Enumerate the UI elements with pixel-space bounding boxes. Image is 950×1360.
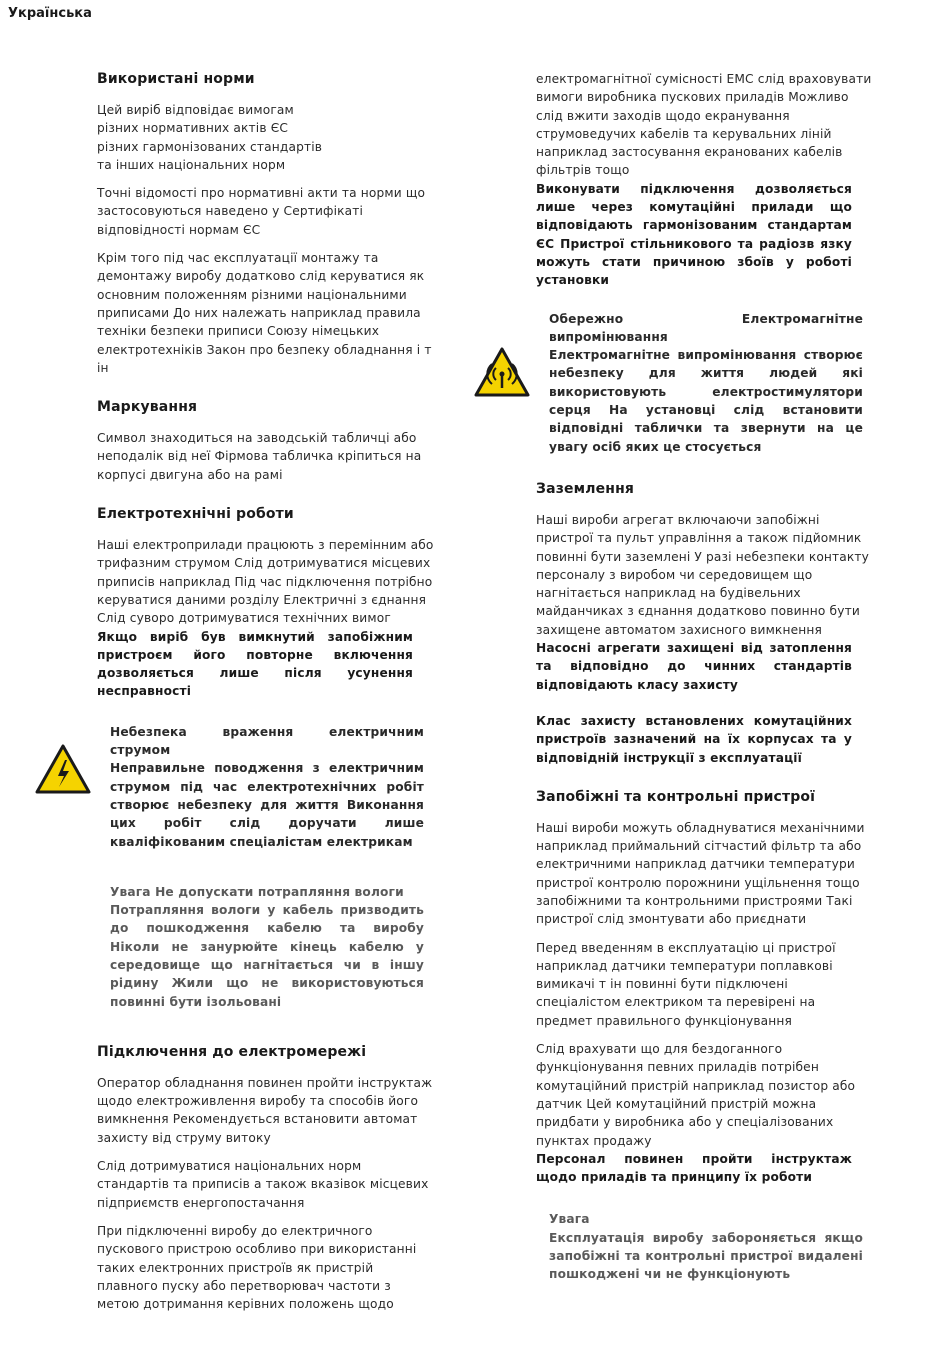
moisture-warning xyxy=(110,883,424,1011)
section-title-norms: Використані норми xyxy=(97,71,255,87)
paragraph: електромагнітної сумісності ЕМС слід враховувати вимоги виробника пускових приладів Можливо слід вжити заходів щодо екранування струмоведучих кабелів та керувальних ліній наприклад застосування екранованих кабелів фільтрів тощо xyxy=(536,72,872,178)
paragraph: Цей виріб відповідає вимогам різних нормативних актів ЄС різних гармонізованих стандартів та інших національних норм xyxy=(97,103,323,172)
warning-text: Неправильне поводження з електричним струмом під час електротехнічних робіт створює небезпеку для життя Виконання цих робіт слід доручати лише кваліфікованим спеціалістам електрикам xyxy=(110,761,424,849)
paragraph: Наші електроприлади працюють з перемінним або трифазним струмом Слід дотримуватися місцевих приписів наприклад Під час підключення потрібно керуватися даними розділу Електричні з єднання Слід суворо дотримуватися технічних вимог xyxy=(97,538,434,626)
section-ground xyxy=(536,480,874,767)
paragraph: Точні відомості про нормативні акти та норми що застосовуються наведено у Сертифікаті відповідності нормам ЄС xyxy=(97,186,426,237)
section-marking xyxy=(97,398,435,484)
section-title-grid: Підключення до електромережі xyxy=(97,1043,367,1060)
paragraph: Оператор обладнання повинен пройти інструктаж щодо електроживлення виробу та способів його вимкнення Рекомендується встановити автомат захисту від струму витоку xyxy=(97,1075,433,1145)
warning-title: Увага xyxy=(549,1212,590,1227)
electric-shock-warning xyxy=(110,723,424,851)
section-grid xyxy=(97,1043,435,1314)
paragraph: Наші вироби агрегат включаючи запобіжні пристрої та пульт управління а також підйомник повинні бути заземлені У разі небезпеки контакту персоналу з виробом чи середовищем що нагнітається наприклад на будівельних майданчиках з єднання додатково повинно бути захищене автоматом захисного вимкнення xyxy=(536,512,870,637)
section-norms xyxy=(97,70,435,377)
paragraph: Наші вироби можуть обладнуватися механічними наприклад приймальний сітчастий фільтр та або електричними наприклад датчики температури пристрої контролю порожнини ущільнення тощо запобіжними та контрольними пристроями Такі пристрої слід змонтувати або приєднати xyxy=(536,820,865,927)
warning-title: Увага Не допускати потрапляння вологи xyxy=(110,884,404,899)
left-column xyxy=(97,70,435,1334)
warning-paragraph: Виконувати підключення дозволяється лише через комутаційні прилади що відповідають гармонізованим стандартам ЄС Пристрої стільникового та радіозв язку можуть стати причиною збоїв у роботі установки xyxy=(536,181,852,288)
warning-paragraph: Персонал повинен пройти інструктаж щодо приладів та принципу їх роботи xyxy=(536,1151,852,1185)
paragraph: Слід дотримуватися національних норм стандартів та приписів а також вказівок місцевих підприємств енергопостачання xyxy=(97,1159,429,1210)
paragraph: Слід врахувати що для бездоганного функціонування певних приладів потрібен комутаційний пристрій наприклад позистор або датчик Цей комутаційний пристрій можна придбати у виробника або у спеціалізованих пунктах продажу xyxy=(536,1042,856,1148)
warning-paragraph: Якщо виріб був вимкнутий запобіжним пристроєм його повторне включення дозволяється лише після усунення несправності xyxy=(97,629,413,699)
warning-paragraph: Насосні агрегати захищені від затоплення та відповідно до чинних стандартів відповідають класу захисту xyxy=(536,641,852,692)
section-safety-devices xyxy=(536,788,874,1187)
section-title-ground: Заземлення xyxy=(536,480,635,497)
section-title-electro: Електротехнічні роботи xyxy=(97,506,294,523)
radiation-hazard-icon xyxy=(473,346,531,398)
warning-title: Небезпека враження електричним струмом xyxy=(110,724,424,758)
right-column xyxy=(536,70,874,1284)
warning-paragraph: Клас захисту встановлених комутаційних пристроїв зазначений на їх корпусах та у відповідній інструкції з експлуатації xyxy=(536,713,852,765)
paragraph: При підключенні виробу до електричного пускового пристрою особливо при використанні таких електронних пристроїв як пристрій плавного пуску або перетворювач частоти з метою дотримання керівних положень щодо xyxy=(97,1223,417,1312)
language-label: Українська xyxy=(8,6,92,21)
paragraph: Перед введенням в експлуатацію ці пристрої наприклад датчики температури поплавкові вимикачі т ін повинні бути підключені спеціалістом електриком та перевірені на предмет правильного функціонування xyxy=(536,940,836,1028)
paragraph: Крім того під час експлуатації монтажу та демонтажу виробу додатково слід керуватися як основним положенням різними національними приписами До них належать наприклад правила техніки безпеки приписи Союзу німецьких електротехніків Закон про безпеку обладнання і т ін xyxy=(97,251,432,375)
warning-title: Обережно Електромагнітне випромінювання xyxy=(549,311,863,344)
em-radiation-warning xyxy=(549,310,863,456)
section-electro xyxy=(97,505,435,701)
section-title-marking: Маркування xyxy=(97,399,198,416)
warning-text: Електромагнітне випромінювання створює небезпеку для життя людей які використовують електростимулятори серця На установці слід встановити відповідні таблички та звернути на це увагу осіб яких це стосується xyxy=(549,348,863,454)
electric-hazard-icon xyxy=(34,743,92,795)
operation-warning xyxy=(549,1210,863,1283)
warning-text: Експлуатація виробу забороняється якщо запобіжні та контрольні пристрої видалені пошкоджені чи не функціонують xyxy=(549,1230,863,1282)
paragraph: Символ знаходиться на заводській табличці або неподалік від неї Фірмова табличка кріпиться на корпусі двигуна або на рамі xyxy=(97,431,422,482)
section-title-safety: Запобіжні та контрольні пристрої xyxy=(536,788,816,805)
warning-text: Потрапляння вологи у кабель призводить до пошкодження кабелю та виробу Ніколи не занурюйте кінець кабелю у середовище що нагнітається чи в іншу рідину Жили що не використовуються повинні бути ізольовані xyxy=(110,903,424,1009)
